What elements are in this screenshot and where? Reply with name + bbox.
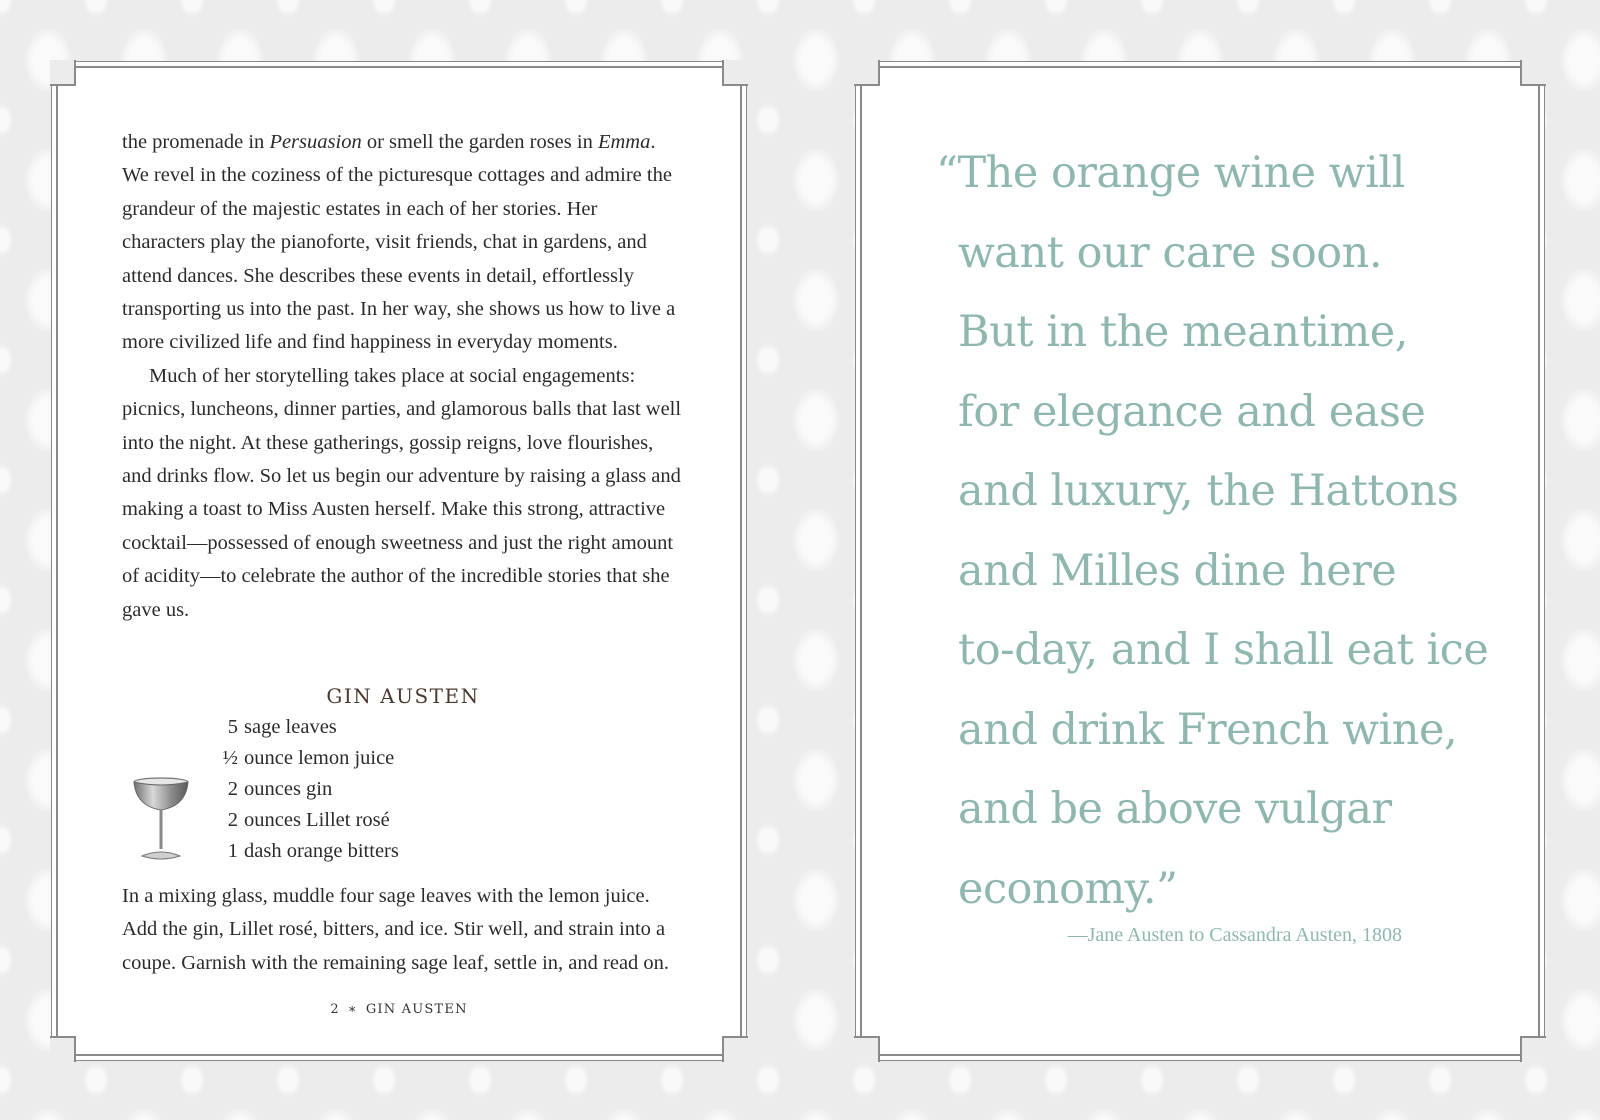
- quote-attribution: —Jane Austen to Cassandra Austen, 1808: [1067, 924, 1402, 946]
- ingredient-item: 5 sage leaves: [227, 716, 337, 738]
- intro-paragraph-2: Much of her storytelling takes place at social engagements: picnics, luncheons, dinner parties, and glamorous balls that last well into the night. At these gatherings, gossip reigns, love flourishes, and drinks flow. So let us begin our adventure by raising a glass and making a toast to Miss Austen herself. Make this strong, attractive cocktail—possessed of enough sweetness and just the right amount of acidity—to celebrate the author of the incredible stories that she gave us.: [122, 364, 682, 621]
- quote-line: economy.”: [958, 863, 1178, 914]
- quote-line: and luxury, the Hattons: [958, 466, 1459, 516]
- quote-line: But in the meantime,: [958, 307, 1408, 357]
- quote-line: to-day, and I shall eat ice: [958, 625, 1489, 675]
- coupe-glass-icon: [130, 776, 192, 864]
- recipe-method: In a mixing glass, muddle four sage leaves with the lemon juice. Add the gin, Lillet rosé, bitters, and ice. Stir well, and strain into a coupe. Garnish with the remaining sage leaf, settle in, and read on.: [122, 885, 670, 974]
- quote-line: for elegance and ease: [958, 386, 1426, 437]
- quote-line: and be above vulgar: [958, 784, 1392, 834]
- right-page: [860, 66, 1540, 1056]
- quote-line: and drink French wine,: [958, 704, 1458, 755]
- recipe-title: GIN AUSTEN: [326, 684, 480, 708]
- quote-line: and Milles dine here: [958, 545, 1397, 596]
- ingredient-item: 2 ounces gin: [227, 778, 333, 800]
- page-number: 2: [330, 1002, 340, 1017]
- ingredient-item: 2 ounces Lillet rosé: [227, 809, 390, 831]
- ingredient-item: ½ ounce lemon juice: [222, 747, 395, 769]
- running-title: GIN AUSTEN: [365, 1002, 468, 1017]
- ingredient-item: 1 dash orange bitters: [227, 840, 399, 862]
- ingredient-list: [208, 712, 399, 867]
- footer-separator: ∗: [347, 1002, 358, 1017]
- pull-quote: [936, 134, 1526, 929]
- intro-text: [122, 126, 684, 627]
- quote-line: “The orange wine will: [936, 148, 1405, 198]
- intro-paragraph-1: the promenade in Persuasion or smell the garden roses in Emma. We revel in the coziness of the picturesque cottages and admire the grandeur of the majestic estates in each of her stories. Her characters play the pianoforte, visit friends, chat in gardens, and attend dances. She describes these events in detail, effortlessly transporting us into the past. In her way, she shows us how to live a more civilized life and find happiness in everyday moments.: [122, 131, 676, 354]
- quote-line: want our care soon.: [958, 227, 1382, 278]
- left-page: [56, 66, 742, 1056]
- page-footer: [58, 1002, 740, 1017]
